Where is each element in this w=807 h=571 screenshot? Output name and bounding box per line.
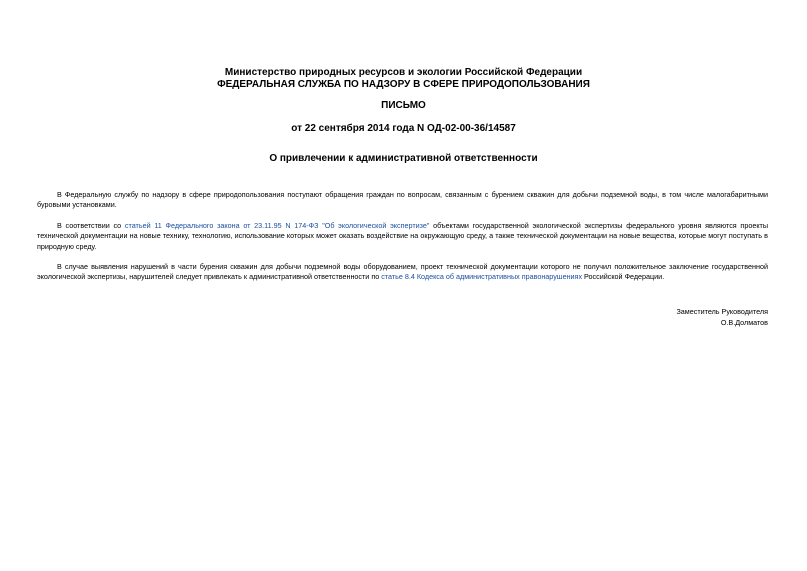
- paragraph-3-text-end: Российской Федерации.: [582, 272, 665, 282]
- service-name: ФЕДЕРАЛЬНАЯ СЛУЖБА ПО НАДЗОРУ В СФЕРЕ ПРИРОДОПОЛЬЗОВАНИЯ: [217, 79, 590, 90]
- document-type: ПИСЬМО: [381, 100, 426, 111]
- signatory-name: О.В.Долматов: [720, 317, 768, 327]
- document-date-number: от 22 сентября 2014 года N ОД-02-00-36/14587: [291, 123, 516, 134]
- paragraph-2-text-start: В соответствии со: [57, 221, 125, 231]
- signatory-position: Заместитель Руководителя: [676, 307, 768, 316]
- paragraph-1: В Федеральную службу по надзору в сфере природопользования поступают обращения граждан по вопросам, связанным с бурением скважин для добычи подземной воды, в том числе малогабаритными буровыми установками.: [37, 190, 768, 210]
- signature-block: [676, 307, 768, 328]
- paragraph-3: [37, 262, 768, 282]
- law-article-11-link[interactable]: статьей 11 Федерального закона от 23.11.95 N 174-ФЗ "Об экологической экспертизе": [124, 221, 430, 231]
- paragraph-2: [37, 221, 768, 252]
- ministry-name: Министерство природных ресурсов и экологии Российской Федерации: [224, 67, 583, 78]
- document-subject: О привлечении к административной ответственности: [269, 153, 538, 164]
- document-header: [0, 67, 807, 91]
- koap-article-8-4-link[interactable]: статье 8.4 Кодекса об административных правонарушениях: [381, 272, 583, 282]
- paragraph-2-text-end: объектами государственной экологической экспертизы федерального уровня являются проекты технической документации на новые технику, технологию, использование которых может оказать воздействие на окружающую среду, а также технической документации на новые вещества, которые могут поступать в природную среду.: [37, 221, 769, 251]
- paragraph-3-text-start: В случае выявления нарушений в части бурения скважин для добычи подземной воды оборудованием, проект технической документации которого не получил положительное заключение государственной экологической экспертизы, нарушителей следует привлекать к административной ответственности по: [37, 262, 768, 282]
